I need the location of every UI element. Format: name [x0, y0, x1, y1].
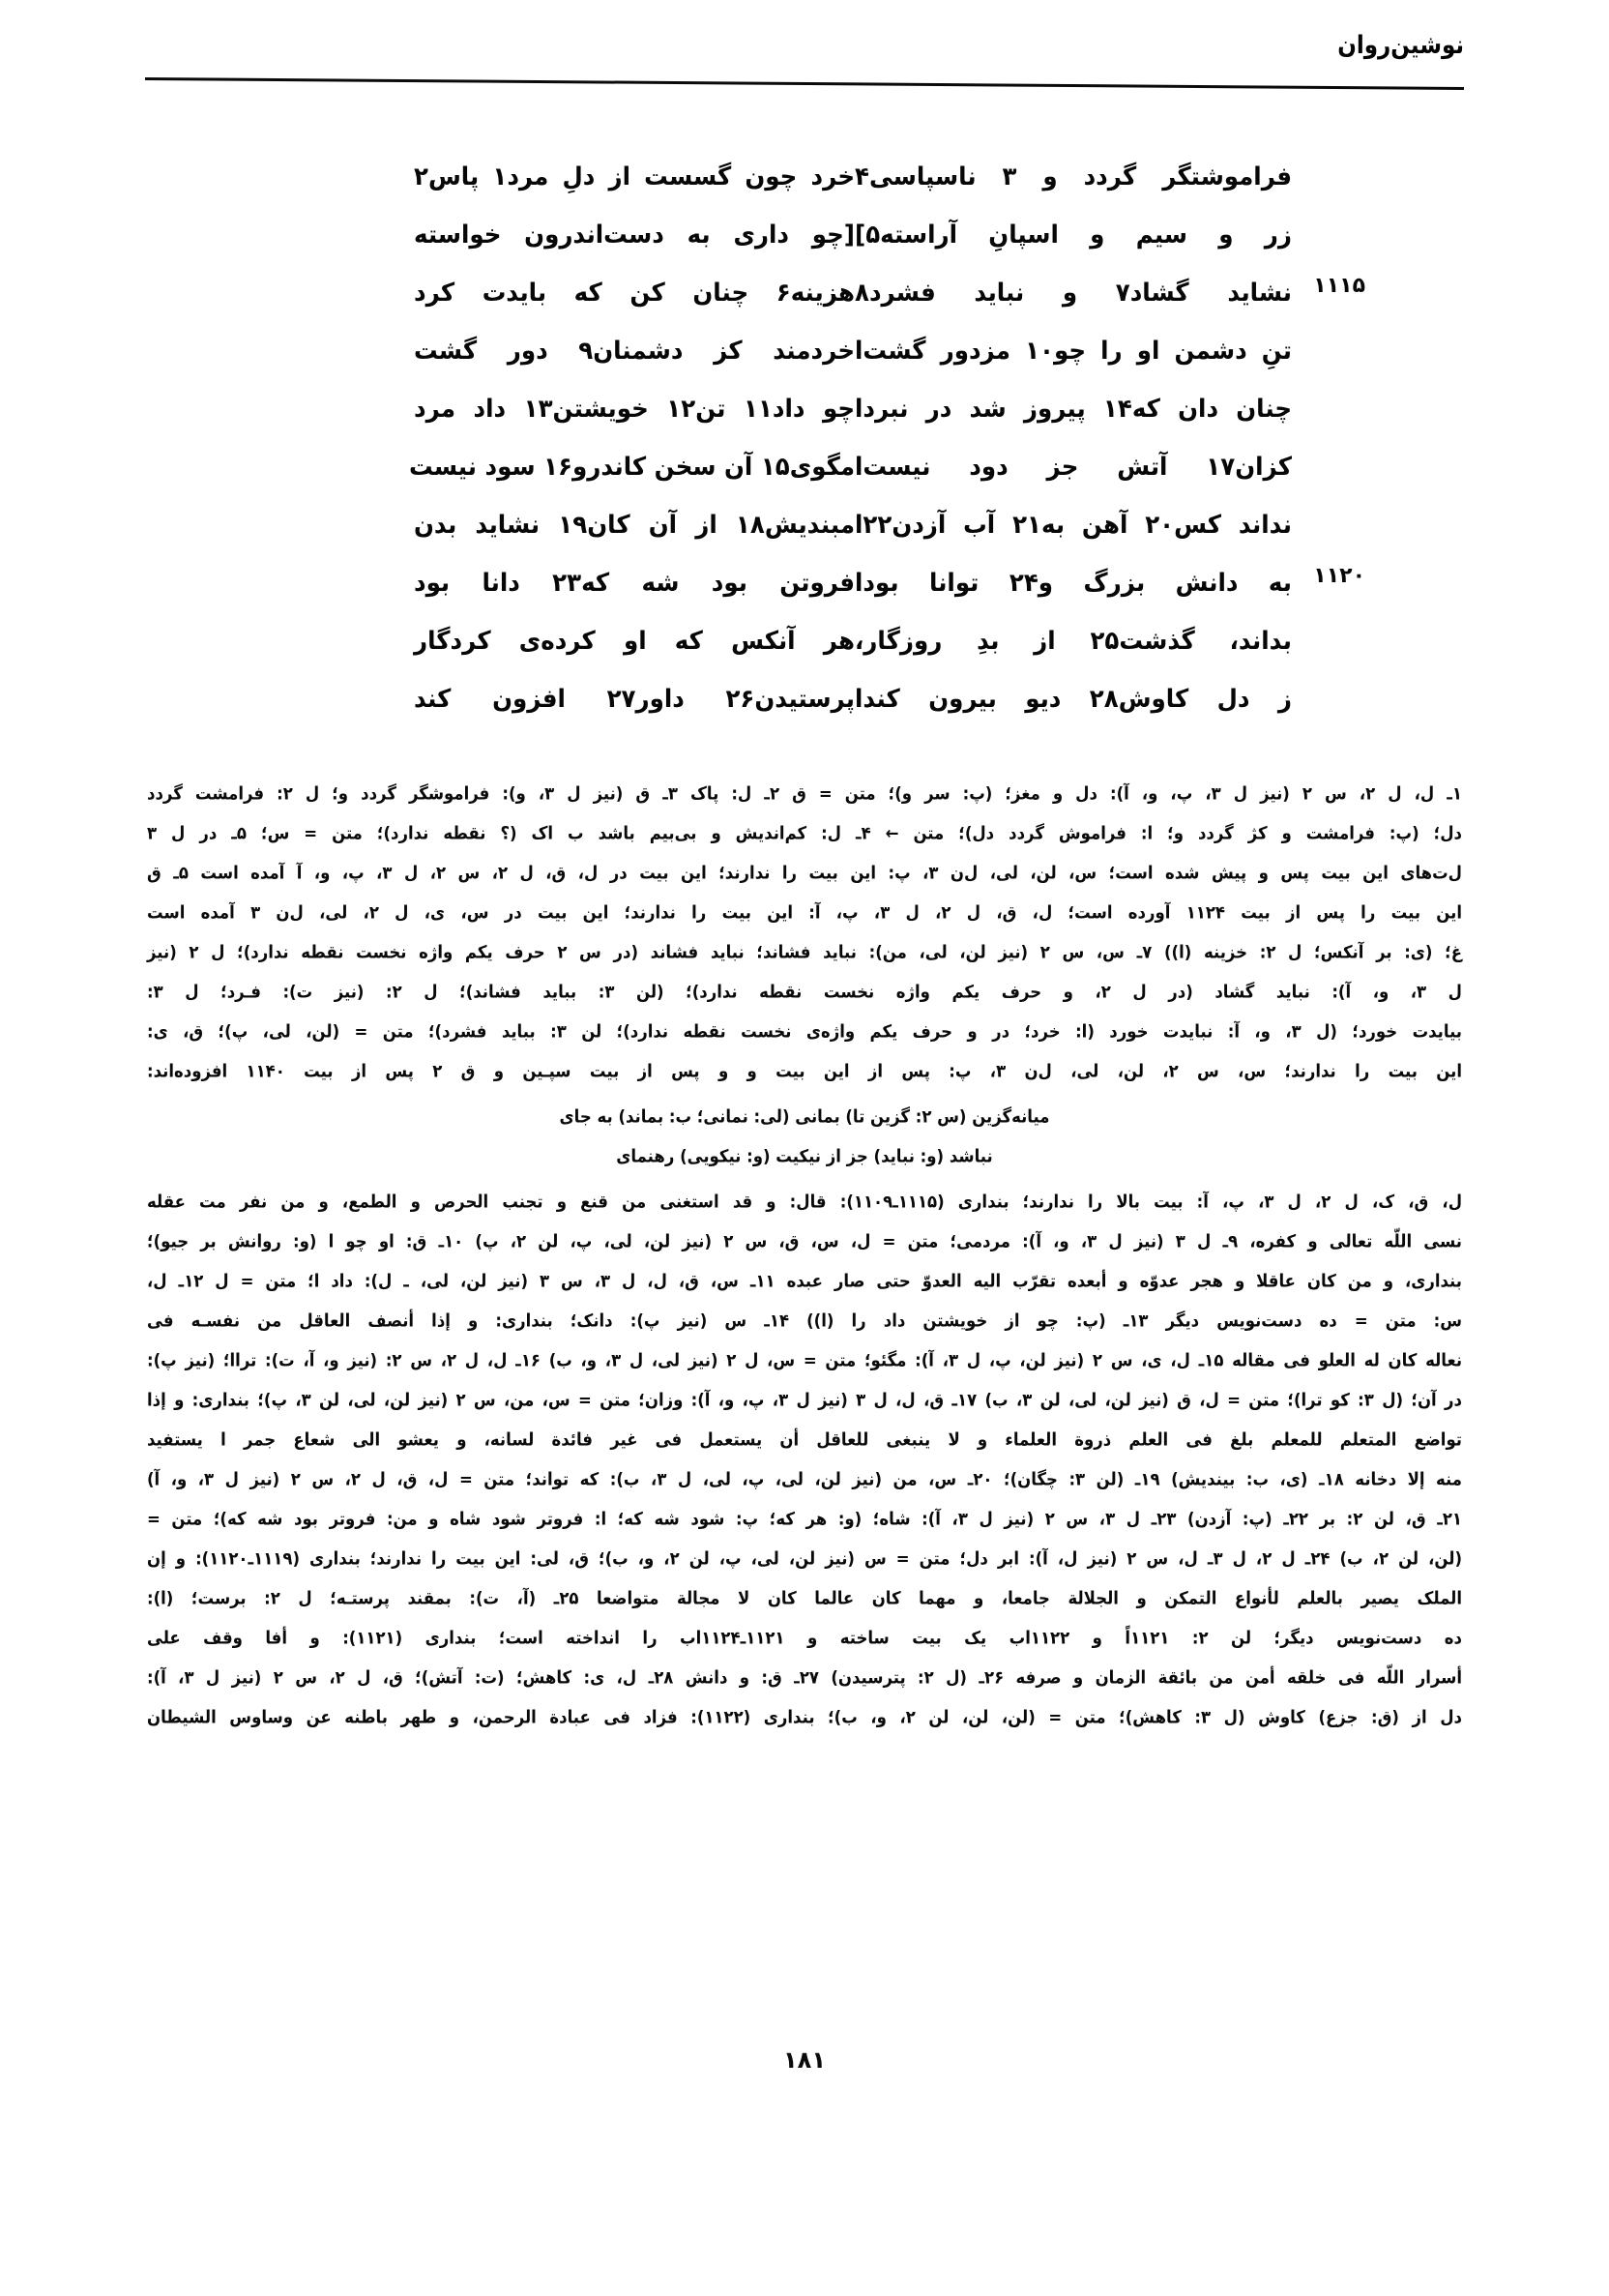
hemistich-b: پرستیدن۲۶ داور۲۷ افزون کند [414, 683, 855, 714]
hemistich-a: نداند کس۲۰ آهن به۲۱ آب آزدن۲۲ا [855, 509, 1292, 540]
verse-line [244, 556, 1365, 612]
hemistich-b: خردمند کز دشمنان۹ دور گشت [414, 335, 855, 366]
apparatus-line: در آن؛ (ل ۳: کو ترا)؛ متن = ل، ق (نیز لن، لی، لن ۳، ب) ۱۷ـ ق، ل، ل ۳ (نیز ل ۳، پ، و، آ): وزان؛ متن = س، من، س ۲ (نیز لن، لی، لن ۳، پ)؛ بنداری: و إذا [147, 1390, 1462, 1410]
apparatus-block-lower [147, 1182, 1462, 1737]
hemistich-a: تنِ دشمن او را چو۱۰ مزدور گشت‌ا [855, 335, 1293, 366]
hemistich-b: مگوی۱۵ آن سخن کاندرو۱۶ سود نیست [408, 451, 855, 482]
apparatus-line: نسی اللّه تعالی و کفره، ۹ـ ل ۳ (نیز ل ۳، و، آ): مردمی؛ متن = ل، س، ق، س ۲ (نیز لن، لی، پ، لن ۲، پ) ۱۰ـ ق: او چو ا (و: روانش بر جیو)؛ [147, 1231, 1462, 1251]
hemistich-a: ز دل کاوش۲۸ دیو بیرون کندا [855, 683, 1292, 714]
verse-number [1292, 150, 1365, 158]
hemistich-b: خرد چون گسست از دلِ مرد۱ پاس۲ [414, 161, 855, 191]
apparatus-line: (لن، لن ۲، ب) ۲۴ـ ل ۲، ل ۳ـ ل، س ۲ (نیز ل، آ): ابر دل؛ متن = س (نیز لن، لی، پ، لن ۲، و، ب)؛ ق، لی: این بیت را ندارند؛ بنداری (۱۱۱۹ـ۱۱۲۰): و إن [147, 1548, 1463, 1569]
apparatus-verse-line: میانه‌گزین (س ۲: گزین تا) بمانی (لی: نمانی؛ ب: بماند) به جای [559, 1106, 1050, 1127]
running-head-area [145, 33, 1464, 101]
apparatus-line: غ؛ (ی: بر آنکس؛ ل ۲: خزینه (ا)) ۷ـ س، س ۲ (نیز لن، لی، من): نباید فشاند؛ نباید فشاند (در س ۲ حرف یکم واژه نخست نقطه ندارد)؛ ل ۲ (نیز [147, 942, 1462, 962]
apparatus-line: ۲۱ـ ق، لن ۲: بر ۲۲ـ (پ: آزدن) ۲۳ـ ل ۳، س ۲ (نیز ل ۳، آ): شاه؛ (و: هر که؛ پ: شود شه که؛ ا: فروتر شود شاه و من: فروتر بود شه که)؛ متن = [147, 1509, 1462, 1529]
verse-line [244, 614, 1365, 670]
verse-number [1292, 498, 1365, 506]
verse-line [244, 208, 1365, 264]
hemistich-b: چو داد۱۱ تن۱۲ خویشتن۱۳ داد مرد [414, 393, 856, 424]
hemistich-b: مبندیش۱۸ از آن کان۱۹ نشاید بدن [414, 509, 855, 540]
apparatus-line: این بیت را پس از بیت ۱۱۲۴ آورده است؛ ل، ق، ل ۲، ل ۳، پ، آ: این بیت را ندارند؛ این بیت در س، ی، ل ۲، لی، ل‌ن ۳ آمده است [147, 902, 1462, 923]
verse-line [244, 440, 1365, 496]
critical-apparatus [147, 774, 1462, 1737]
apparatus-line: بنداری، و من کان عاقلا و هجر عدوّه و أبعده تقرّب الیه العدوّ حتی صار عبده ۱۱ـ س، ق، ل، ل ۳، س ۳ (نیز لن، لی، ـ ل): داد ا؛ متن = ل ۱۲ـ ل، [147, 1271, 1462, 1291]
verse-number [1292, 382, 1365, 390]
hemistich-a: بداند، گذشت۲۵ از بدِ روزگار، [855, 625, 1292, 656]
apparatus-line: أسرار اللّه فی خلقه أمن من بائقة الزمان و صرفه ۲۶ـ (ل ۲: پترسیدن) ۲۷ـ ق: و دانش ۲۸ـ ل، ی: کاهش؛ (ت: آتش)؛ ق، ل ۲، س ۲ (نیز ل ۳، آ): [147, 1667, 1463, 1688]
hemistich-b: هزینه۶ چنان کن که بایدت کرد [414, 277, 855, 308]
verse-line [244, 324, 1365, 380]
apparatus-line: ل، ق، ک، ل ۲، ل ۳، پ، آ: بیت بالا را ندارند؛ بنداری (۱۱۱۵ـ۱۱۰۹): قال: و قد استغنی من قنع و تجنب الحرص و الطمع، و من نفر مت عقله [147, 1192, 1463, 1212]
apparatus-inserted-verse [147, 1097, 1462, 1176]
verse-number [1292, 324, 1365, 332]
hemistich-a: زر و سیم و اسپانِ آراسته۵] [855, 219, 1292, 250]
apparatus-line: تواضع المتعلم للمعلم بلغ فی العلم ذروة العلماء و لا ینبغی للعاقل أن یستعمل فی غیر فائدة لسانه، و یعشو الی شعاع جمر ا یستفید [147, 1429, 1462, 1450]
running-head-title: نوشین‌روان [1337, 31, 1464, 60]
hemistich-b: فروتن بود شه که۲۳ دانا بود [414, 567, 855, 598]
verse-line [244, 672, 1365, 728]
verse-line [244, 382, 1365, 438]
page-number: ۱۸۱ [783, 2046, 826, 2074]
verse-number: ۱۱۲۰ [1313, 564, 1365, 588]
apparatus-line: الملک یصیر بالعلم لأنواع التمکن و الجلالة جامعا، و مهما کان عالما کان لا مجالة متواضعا ۲۵ـ (آ، ت): بمقند پرستـه؛ ل ۲: برست؛ (ا): [147, 1588, 1462, 1608]
apparatus-line: نعاله کان له العلو فی مقاله ۱۵ـ ل، ی، س ۲ (نیز لن، پ، ل ۳، آ): مگئو؛ متن = س، ل ۲ (نیز لی، ل ۳، و، ب) ۱۶ـ ل، ل ۲، س ۲: (نیز و، آ، ت): تراا؛ (نیز پ): [147, 1350, 1463, 1370]
verse-number [1292, 208, 1365, 216]
apparatus-line: دل؛ (پ: فرامشت و کژ گردد و؛ ا: فراموش گردد دل)؛ متن ← ۴ـ ل: کم‌اندیش و بی‌بیم باشد ب اک (؟ نقطه ندارد)؛ متن = س؛ ۵ـ در ل ۳ [147, 823, 1463, 843]
verse-number [1292, 440, 1365, 448]
verse-block [244, 150, 1365, 730]
apparatus-line: بیایدت خورد؛ (ل ۳، و، آ: نبایدت خورد (ا: خرد؛ در و حرف یکم واژه‌ی نخست نقطه ندارد)؛ لن ۳: بباید فشرد)؛ متن = (لن، لی، پ)؛ ق، ی: [147, 1021, 1463, 1042]
hemistich-a: چنان دان که۱۴ پیروز شد در نبردا [855, 393, 1292, 424]
apparatus-line: این بیت را ندارند؛ س، س ۲، لن، لی، ل‌ن ۳، پ: پس از این بیت و و پس از بیت سپـین و ق ۲ پس از بیت ۱۱۴۰ افزوده‌اند: [147, 1061, 1463, 1081]
apparatus-line: منه إلا دخانه ۱۸ـ (ی، ب: بیندیش) ۱۹ـ (لن ۳: چگان)؛ ۲۰ـ س، من (نیز لن، لی، پ، لی، ل ۳، ب): که تواند؛ متن = ل، ق، ل ۲، س ۲ (نیز ل ۳، و، آ) [147, 1469, 1463, 1489]
verse-line [244, 150, 1365, 206]
apparatus-line: ده دست‌نویس دیگر؛ لن ۲: ۱۱۲۱اً و ۱۱۲۲اب یک بیت ساخته و ۱۱۲۱ـ۱۱۲۴اب را انداخته است؛ بنداری (۱۱۲۱): و أفا وقف علی [147, 1628, 1462, 1648]
verse-number: ۱۱۱۵ [1313, 274, 1365, 298]
verse-number [1292, 614, 1365, 622]
hemistich-a: نشاید گشاد۷ و نباید فشرد۸ [855, 277, 1292, 308]
verse-number [1292, 672, 1365, 680]
apparatus-line: ۱ـ ل، ل ۲، س ۲ (نیز ل ۳، پ، و، آ): دل و مغز؛ (پ: سر و)؛ متن = ق ۲ـ ل: پاک ۳ـ ق (نیز ل ۳، و): فراموشگر گردد و؛ ل ۲: فرامشت گردد [147, 783, 1462, 804]
apparatus-verse-line: نباشد (و: نباید) جز از نیکیت (و: نیکویی) رهنمای [616, 1146, 993, 1166]
hemistich-b: [چو داری به دست‌اندرون خواسته [414, 219, 855, 250]
apparatus-line: س: متن = ده دست‌نویس دیگر ۱۳ـ (پ: چو از خویشتن داد را (ا)) ۱۴ـ س (نیز پ): دانک؛ بنداری: و إذا أنصف العاقل من نفسـه فی [147, 1310, 1462, 1331]
header-rule [145, 77, 1464, 90]
apparatus-line: ل‌ت‌های این بیت پس و پیش شده است؛ س، لن، لی، ل‌ن ۳، پ: این بیت را ندارند؛ این بیت در ل، ق، ل ۲، س ۲، ل ۳، پ، و، آ آمده است ۵ـ ق [147, 863, 1462, 883]
verse-line [244, 266, 1365, 322]
hemistich-a: به دانش بزرگ و۲۴ توانا بودا [855, 567, 1292, 598]
verse-line [244, 498, 1365, 554]
hemistich-a: فراموشتگر گردد و ۳ ناسپاسی۴ [855, 161, 1292, 191]
apparatus-line: دل از (ق: جزع) کاوش (ل ۳: کاهش)؛ متن = (لن، لن، لن ۲، و، ب)؛ بنداری (۱۱۲۲): فزاد فی عبادة الرحمن، و طهر باطنه عن وساوس الشیطان [147, 1707, 1462, 1727]
hemistich-b: هر آنکس که او کرده‌ی کردگار [414, 625, 855, 656]
hemistich-a: کزان۱۷ آتش جز دود نیست‌ا [855, 451, 1292, 482]
apparatus-line: ل ۳، و، آ): نباید گشاد (در ل ۲، و حرف یکم واژه نخست نقطه ندارد)؛ (لن ۳: بباید فشاند)؛ ل ۲: (نیز ت): فـرد؛ ل ۳: [147, 982, 1462, 1002]
